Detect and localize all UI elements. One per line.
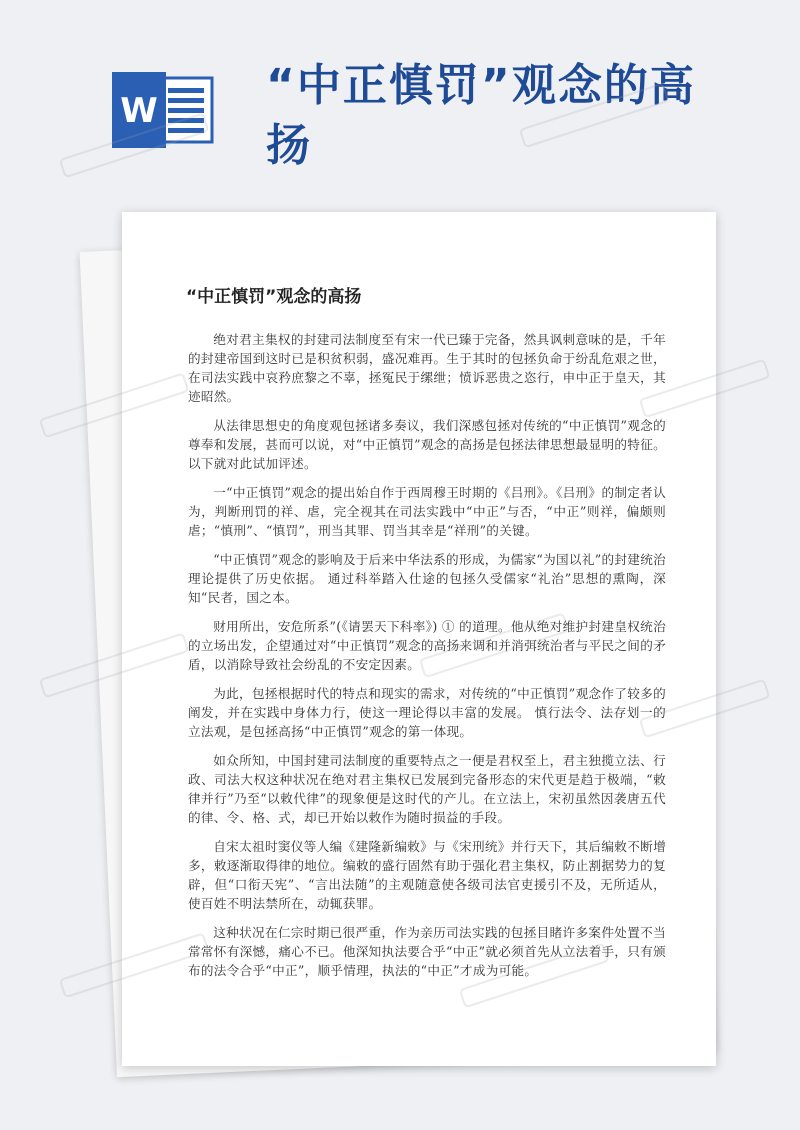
paragraph-9: 这种状况在仁宗时期已很严重，作为亲历司法实践的包拯目睹许多案件处置不当常常怀有深憾，痛心不已。他深知执法要合乎“中正”就必须首先从立法着手，只有颁布的法令合乎“中正”，顺乎情理，执法的“中正”才成为可能。 [188,925,666,978]
document-body [188,330,666,990]
word-document-icon [112,72,214,148]
svg-text:W: W [120,91,158,131]
paragraph-2: 从法律思想史的角度观包拯诸多奏议，我们深感包拯对传统的“中正慎罚”观念的尊奉和发展，甚而可以说，对“中正慎罚”观念的高扬是包拯法律思想最显明的特征。以下就对此试加评述。 [188,418,666,471]
paragraph-6: 为此，包拯根据时代的特点和现实的需求，对传统的“中正慎罚”观念作了较多的阐发，并在实践中身体力行，使这一理论得以丰富的发展。 慎行法令、法存划一的立法观，是包拯高扬“中正慎罚”观念的第一体现。 [188,686,666,739]
paragraph-5: 财用所出，安危所系”(《请罢天下科率》) ① 的道理。他从绝对维护封建皇权统治的立场出发，企望通过对“中正慎罚”观念的高扬来调和并消弭统治者与平民之间的矛盾，以消除导致社会纷乱的不安定因素。 [188,619,666,672]
header-title: “中正慎罚”观念的高扬 [266,60,696,171]
document-title: “中正慎罚”观念的高扬 [186,287,362,307]
paragraph-1: 绝对君主集权的封建司法制度至有宋一代已臻于完备，然具讽刺意味的是，千年的封建帝国到这时已是积贫积弱，盛况难再。生于其时的包拯负命于纷乱危艰之世，在司法实践中哀矜庶黎之不辜，拯冤民于缧绁；愤诉恶贵之恣行，申中正于皇天，其迹昭然。 [188,332,666,404]
paragraph-7: 如众所知，中国封建司法制度的重要特点之一便是君权至上，君主独揽立法、行政、司法大权这种状况在绝对君主集权已发展到完备形态的宋代更是趋于极端，“敕律并行”乃至“以敕代律”的现象便是这时代的产儿。在立法上，宋初虽然因袭唐五代的律、令、格、式，却已开始以敕作为随时损益的手段。 [188,753,666,825]
paragraph-3: 一“中正慎罚”观念的提出始自作于西周穆王时期的《吕刑》。《吕刑》的制定者认为，判断刑罚的祥、虐，完全视其在司法实践中“中正”与否，“中正”则祥，偏颇则虐；“慎刑”、“慎罚”，刑当其罪、罚当其幸是“祥刑”的关键。 [188,485,666,538]
paragraph-8: 自宋太祖时窦仪等人编《建隆新编敕》与《宋刑统》并行天下，其后编敕不断增多，敕逐渐取得律的地位。编敕的盛行固然有助于强化君主集权，防止割据势力的复辟，但“口衔天宪”、“言出法随”的主观随意使各级司法官吏援引不及，无所适从，使百姓不明法禁所在，动辄获罪。 [188,839,666,911]
paragraph-4: “中正慎罚”观念的影响及于后来中华法系的形成，为儒家“为国以礼”的封建统治理论提供了历史依据。 通过科举踏入仕途的包拯久受儒家“礼治”思想的熏陶，深知“民者，国之本。 [188,552,666,605]
